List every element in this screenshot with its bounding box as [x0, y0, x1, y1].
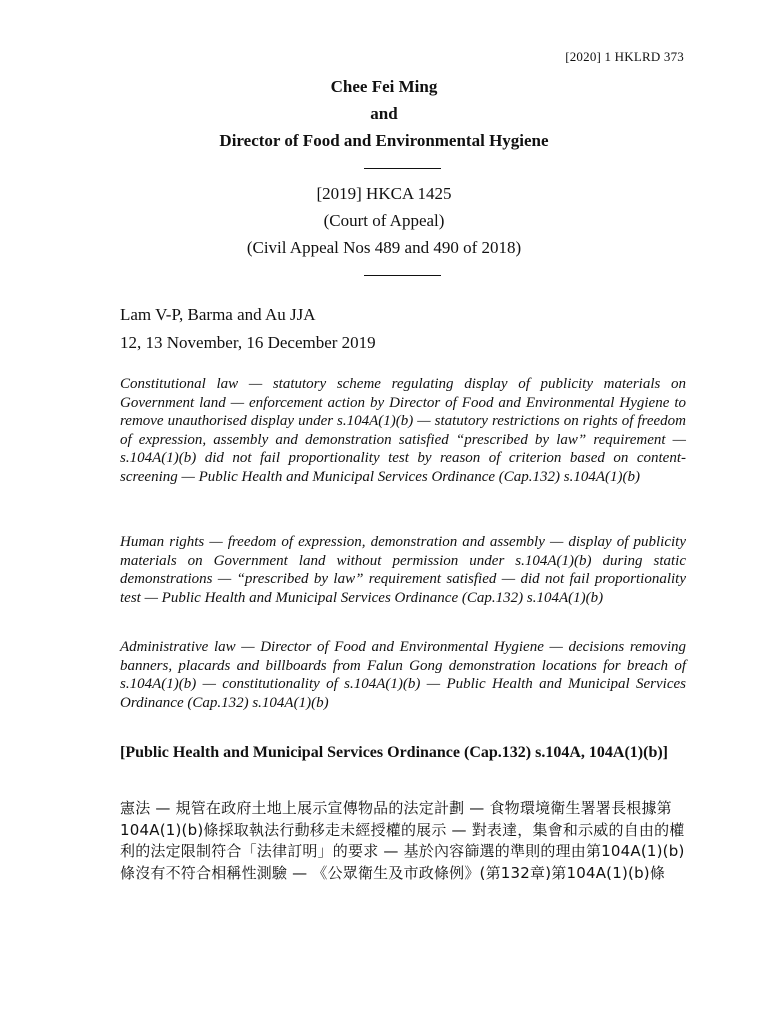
legislation-reference: [Public Health and Municipal Services Ordinance (Cap.132) s.104A, 104A(1)(b)]	[120, 744, 668, 761]
appellant-name: Chee Fei Ming	[330, 77, 438, 96]
title-divider-top	[364, 168, 441, 169]
neutral-citation: [2019] HKCA 1425	[316, 184, 452, 203]
court-name: (Court of Appeal)	[323, 211, 445, 230]
catchword-administrative-law: Administrative law — Director of Food and Environmental Hygiene — decisions removing banners, placards and billboards from Falun Gong demonstration locations for breach of s.104A(1)(b) — constitutionality of s.104A(1)(b) — Public Health and Municipal Services Ordinance (Cap.132) s.104A(1)(b)	[120, 639, 686, 711]
respondent-name: Director of Food and Environmental Hygiene	[219, 131, 549, 150]
catchword-constitutional-law: Constitutional law — statutory scheme regulating display of publicity materials on Government land — enforcement action by Director of Food and Environmental Hygiene to remove unauthorised display under s.104A(1)(b) — statutory restrictions on rights of freedom of expression, assembly and demonstration satisfied “prescribed by law” requirement — s.104A(1)(b) did not fail proportionality test by reason of criterion based on content-screening — Public Health and Municipal Services Ordinance (Cap.132) s.104A(1)(b)	[120, 376, 686, 485]
appeal-numbers: (Civil Appeal Nos 489 and 490 of 2018)	[246, 238, 522, 257]
catchword-human-rights: Human rights — freedom of expression, demonstration and assembly — display of publicity materials on Government land without permission under s.104A(1)(b) during static demonstrations — “prescribed by law” requirement satisfied — did not fail proportionality test — Public Health and Municipal Services Ordinance (Cap.132) s.104A(1)(b)	[120, 534, 686, 606]
title-divider-bottom	[364, 275, 441, 276]
hearing-dates: 12, 13 November, 16 December 2019	[120, 333, 376, 352]
coram: Lam V-P, Barma and Au JJA	[120, 305, 316, 324]
parties-conjunction: and	[370, 104, 398, 123]
chinese-headnote: 憲法 — 規管在政府土地上展示宣傳物品的法定計劃 — 食物環境衛生署署長根據第104A(1)(b)條採取執法行動移走未經授權的展示 — 對表達，集會和示威的自由的權利的法定限制符合「法律訂明」的要求 — 基於內容篩選的準則的理由第104A(1)(b)條沒有不符合相稱性測驗 — 《公眾衛生及市政條例》(第132章)第104A(1)(b)條	[120, 799, 685, 882]
report-citation: [2020] 1 HKLRD 373	[565, 49, 684, 64]
